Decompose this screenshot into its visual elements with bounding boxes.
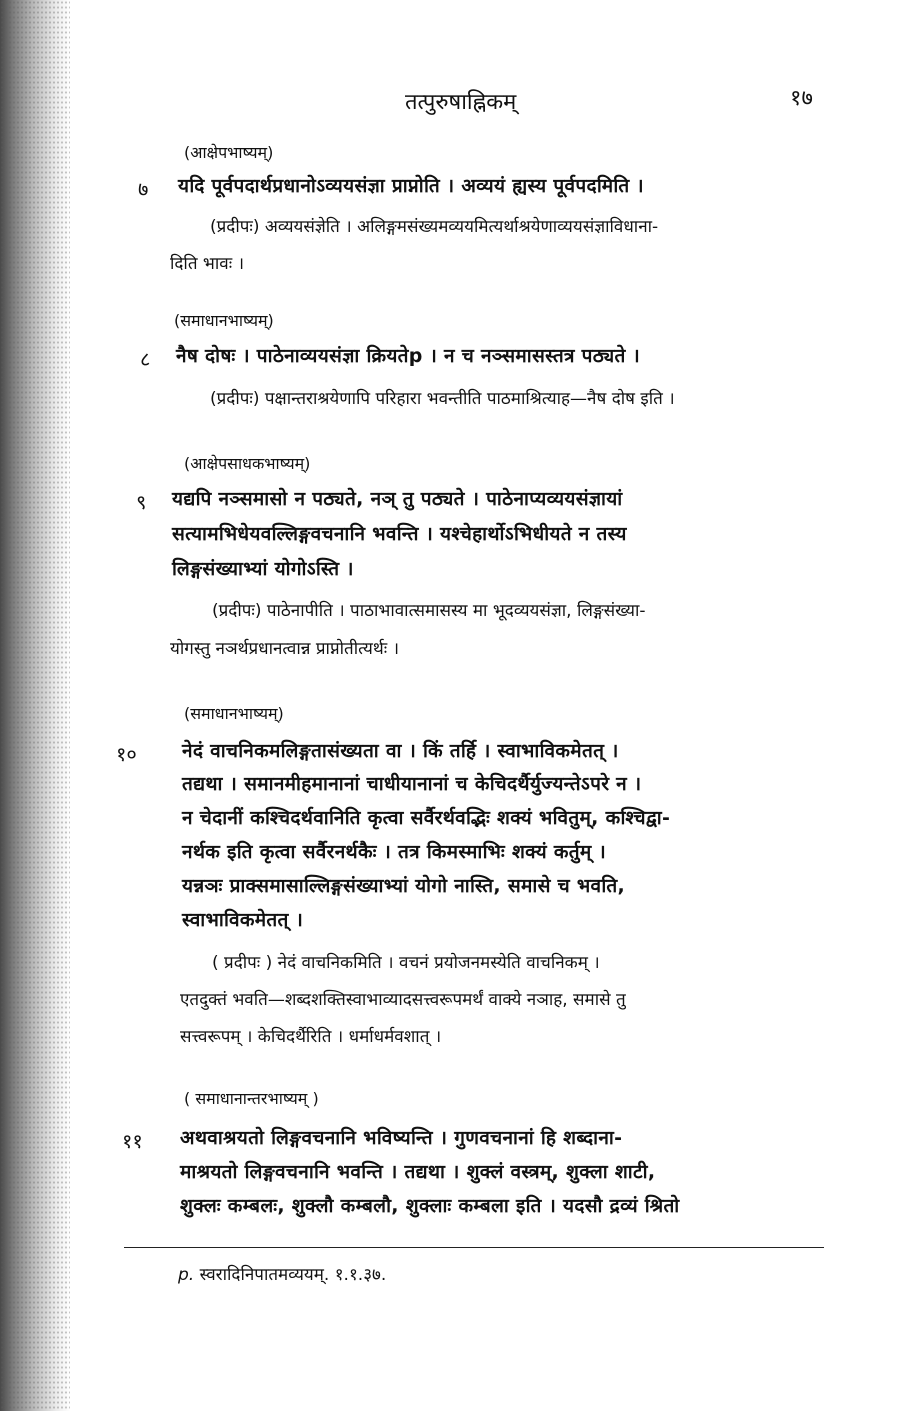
section-heading: ( समाधानान्तरभाष्यम् ): [184, 1089, 319, 1108]
pradipa-line: एतदुक्तं भवति—शब्दशक्तिस्वाभाव्यादसत्त्वरूपमर्थं वाक्ये नञाह, समासे तु: [180, 990, 626, 1010]
bhashya-line: नेदं वाचनिकमलिङ्गतासंख्यता वा । किं तर्हि । स्वाभाविकमेतत् ।: [182, 740, 619, 762]
section-number: १०: [116, 742, 137, 766]
section-heading: (समाधानभाष्यम्): [184, 704, 284, 723]
footnote: [178, 1262, 386, 1285]
section-number: ११: [122, 1129, 143, 1153]
bhashya-line: माश्रयतो लिङ्गवचनानि भवन्ति । तद्यथा । शुक्लं वस्त्रम्, शुक्ला शाटी,: [180, 1161, 656, 1183]
section-number: ७: [138, 177, 149, 201]
bhashya-line: सत्यामभिधेयवल्लिङ्गवचनानि भवन्ति । यश्चेहार्थोऽभिधीयते न तस्य: [172, 523, 627, 545]
scanned-page-edge: [0, 0, 70, 1411]
pradipa-line: सत्त्वरूपम् । केचिदर्थैरिति । धर्माधर्मवशात् ।: [180, 1027, 442, 1047]
pradipa-line: (प्रदीपः) अव्ययसंज्ञेति । अलिङ्गमसंख्यमव्ययमित्यर्थाश्रयेणाव्ययसंज्ञाविधाना-: [210, 217, 659, 237]
section-heading: (आक्षेपसाधकभाष्यम्): [184, 454, 311, 473]
page-number: १७: [790, 86, 813, 111]
bhashya-line: यदि पूर्वपदार्थप्रधानोऽव्ययसंज्ञा प्राप्नोति । अव्ययं ह्यस्य पूर्वपदमिति ।: [178, 175, 644, 197]
bhashya-line: यन्नञः प्राक्समासाल्लिङ्गसंख्याभ्यां योगो नास्ति, समासे च भवति,: [182, 875, 625, 897]
bhashya-line: शुक्लः कम्बलः, शुक्लौ कम्बलौ, शुक्लाः कम्बला इति । यदसौ द्रव्यं श्रितो: [180, 1195, 680, 1217]
pradipa-line: (प्रदीपः) पाठेनापीति । पाठाभावात्समासस्य मा भूदव्ययसंज्ञा, लिङ्गसंख्या-: [212, 601, 646, 621]
pradipa-line: (प्रदीपः) पक्षान्तराश्रयेणापि परिहारा भवन्तीति पाठमाश्रित्याह—नैष दोष इति ।: [210, 389, 675, 409]
section-heading: (आक्षेपभाष्यम्): [184, 143, 274, 162]
pradipa-line: ( प्रदीपः ) नेदं वाचनिकमिति । वचनं प्रयोजनमस्येति वाचनिकम् ।: [212, 953, 600, 973]
bhashya-line: तद्यथा । समानमीहमानानां चाधीयानानां च केचिदर्थैर्युज्यन्तेऽपरे न ।: [182, 773, 642, 795]
pradipa-line: दिति भावः ।: [170, 254, 245, 274]
running-title: तत्पुरुषाह्निकम्: [405, 90, 517, 115]
bhashya-line: नैष दोषः । पाठेनाव्ययसंज्ञा क्रियतेp । न च नञ्समासस्तत्र पठ्यते ।: [176, 345, 641, 367]
footnote-divider: [124, 1247, 824, 1248]
section-heading: (समाधानभाष्यम्): [174, 311, 274, 330]
bhashya-line: यद्यपि नञ्समासो न पठ्यते, नञ् तु पठ्यते । पाठेनाप्यव्ययसंज्ञायां: [172, 488, 623, 510]
footnote-marker: p.: [178, 1265, 195, 1285]
footnote-text: स्वरादिनिपातमव्ययम्. १.१.३७.: [199, 1265, 387, 1285]
bhashya-line: न चेदानीं कश्चिदर्थवानिति कृत्वा सर्वैरर्थवद्भिः शक्यं भवितुम्, कश्चिद्वा-: [182, 807, 671, 829]
bhashya-line: स्वाभाविकमेतत् ।: [182, 909, 304, 931]
pradipa-line: योगस्तु नञर्थप्रधानत्वान्न प्राप्नोतीत्यर्थः ।: [170, 639, 400, 659]
section-number: ८: [140, 347, 151, 371]
bhashya-line: लिङ्गसंख्याभ्यां योगोऽस्ति ।: [172, 558, 354, 580]
bhashya-line: अथवाश्रयतो लिङ्गवचनानि भविष्यन्ति । गुणवचनानां हि शब्दाना-: [180, 1127, 623, 1149]
bhashya-line: नर्थक इति कृत्वा सर्वैरनर्थकैः । तत्र किमस्माभिः शक्यं कर्तुम् ।: [182, 841, 606, 863]
section-number: ९: [136, 490, 147, 514]
